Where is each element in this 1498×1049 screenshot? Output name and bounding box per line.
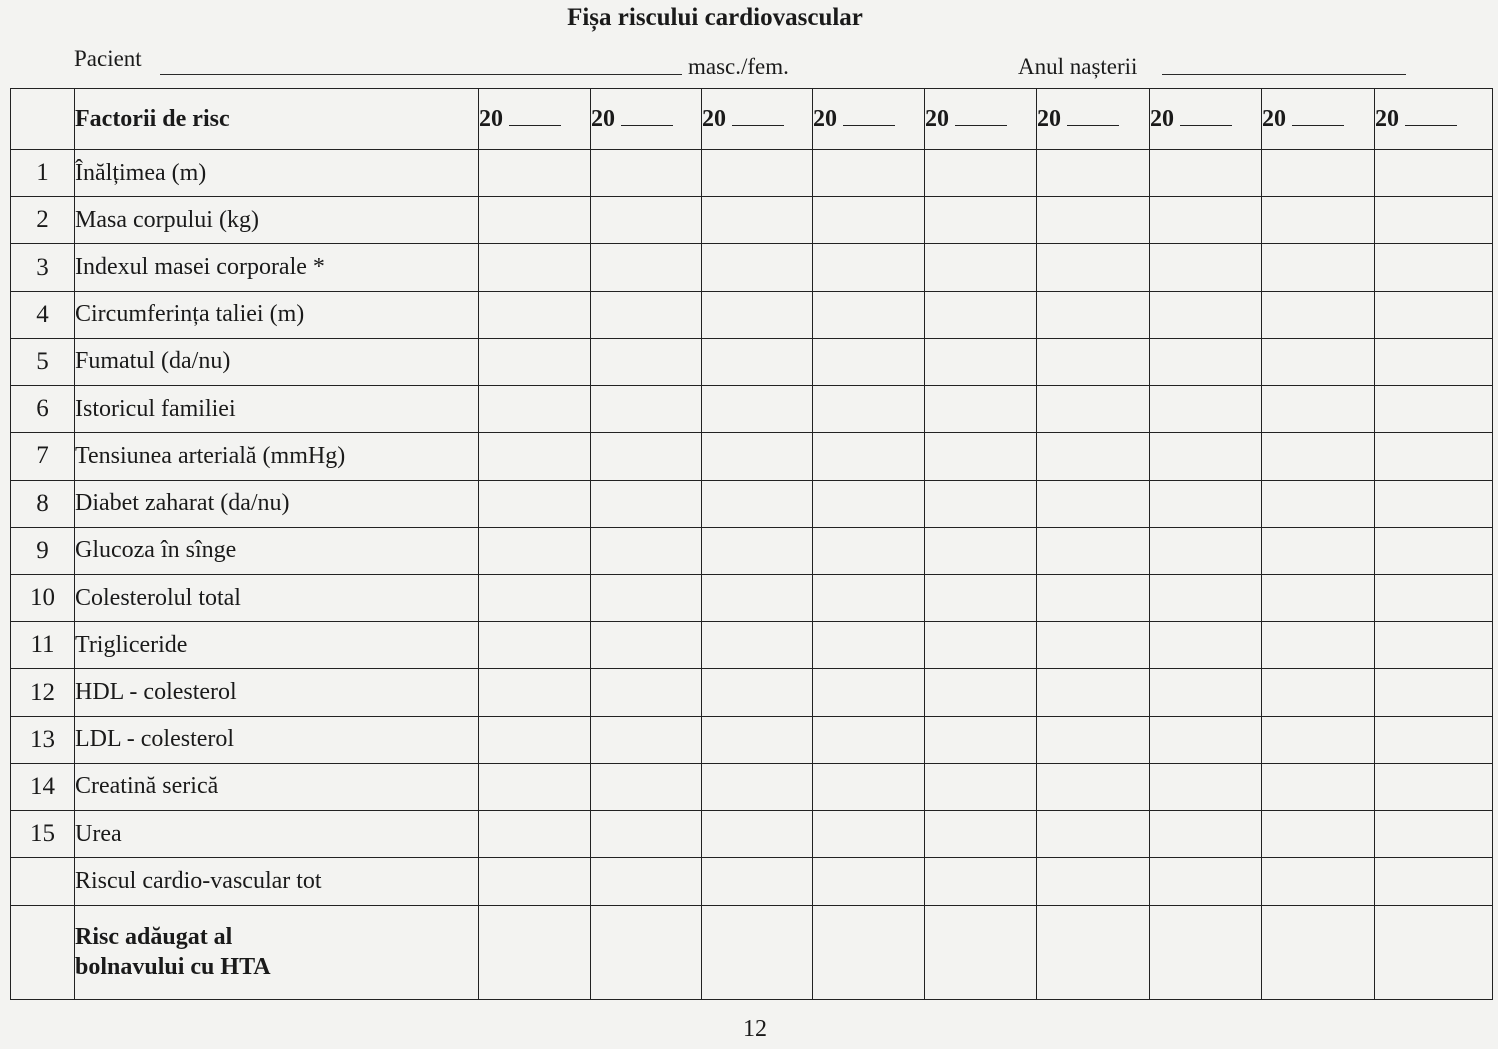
year-column-header xyxy=(1262,89,1375,150)
value-cell[interactable] xyxy=(1375,716,1493,763)
value-cell[interactable] xyxy=(925,622,1037,669)
value-cell[interactable] xyxy=(1150,338,1262,385)
year-column-header xyxy=(1150,89,1262,150)
risk-factor-table xyxy=(10,88,1493,1000)
value-cell[interactable] xyxy=(925,905,1037,1000)
value-cell[interactable] xyxy=(1375,763,1493,810)
year-blank-field[interactable] xyxy=(509,107,561,126)
page-title: Fișa riscului cardiovascular xyxy=(567,4,863,31)
value-cell[interactable] xyxy=(1037,574,1150,621)
year-column-header xyxy=(702,89,813,150)
value-cell[interactable] xyxy=(1150,763,1262,810)
row-number: 15 xyxy=(11,811,75,858)
value-cell[interactable] xyxy=(1262,527,1375,574)
value-cell[interactable] xyxy=(479,433,591,480)
value-cell[interactable] xyxy=(925,574,1037,621)
year-column-header xyxy=(479,89,591,150)
value-cell[interactable] xyxy=(479,622,591,669)
value-cell[interactable] xyxy=(1037,763,1150,810)
value-cell[interactable] xyxy=(1262,716,1375,763)
value-cell[interactable] xyxy=(925,763,1037,810)
value-cell[interactable] xyxy=(702,244,813,291)
value-cell[interactable] xyxy=(1150,291,1262,338)
row-number: 13 xyxy=(11,716,75,763)
value-cell[interactable] xyxy=(591,905,702,1000)
table-row xyxy=(11,291,1493,338)
table-header-row xyxy=(11,89,1493,150)
value-cell[interactable] xyxy=(813,244,925,291)
value-cell[interactable] xyxy=(702,858,813,905)
year-column-header xyxy=(1037,89,1150,150)
value-cell[interactable] xyxy=(813,386,925,433)
value-cell[interactable] xyxy=(925,716,1037,763)
value-cell[interactable] xyxy=(1262,291,1375,338)
value-cell[interactable] xyxy=(813,480,925,527)
value-cell[interactable] xyxy=(925,433,1037,480)
table-row xyxy=(11,811,1493,858)
value-cell[interactable] xyxy=(1037,433,1150,480)
year-prefix: 20 xyxy=(479,105,503,132)
value-cell[interactable] xyxy=(479,527,591,574)
row-number: 6 xyxy=(11,386,75,433)
table-row xyxy=(11,150,1493,197)
value-cell[interactable] xyxy=(1262,905,1375,1000)
table-row xyxy=(11,858,1493,905)
risk-factor-label: Indexul masei corporale * xyxy=(75,244,479,291)
value-cell[interactable] xyxy=(925,197,1037,244)
year-column-header xyxy=(925,89,1037,150)
value-cell[interactable] xyxy=(1262,386,1375,433)
value-cell[interactable] xyxy=(479,480,591,527)
value-cell[interactable] xyxy=(1262,669,1375,716)
value-cell[interactable] xyxy=(591,811,702,858)
value-cell[interactable] xyxy=(1037,386,1150,433)
year-blank-field[interactable] xyxy=(1067,107,1119,126)
value-cell[interactable] xyxy=(925,244,1037,291)
table-row xyxy=(11,527,1493,574)
year-blank-field[interactable] xyxy=(1405,107,1457,126)
risk-factor-label: Colesterolul total xyxy=(75,574,479,621)
risk-factor-label: Creatină serică xyxy=(75,763,479,810)
row-number: 9 xyxy=(11,527,75,574)
year-column-header xyxy=(1375,89,1493,150)
year-blank-field[interactable] xyxy=(955,107,1007,126)
value-cell[interactable] xyxy=(1262,763,1375,810)
value-cell[interactable] xyxy=(1375,433,1493,480)
value-cell[interactable] xyxy=(1037,622,1150,669)
value-cell[interactable] xyxy=(813,338,925,385)
risk-factor-label: Fumatul (da/nu) xyxy=(75,338,479,385)
patient-label: Pacient xyxy=(74,46,142,71)
patient-name-field[interactable] xyxy=(160,74,682,75)
value-cell[interactable] xyxy=(925,291,1037,338)
value-cell[interactable] xyxy=(702,386,813,433)
value-cell[interactable] xyxy=(1262,858,1375,905)
value-cell[interactable] xyxy=(925,338,1037,385)
gender-label: masc./fem. xyxy=(688,54,789,79)
value-cell[interactable] xyxy=(479,669,591,716)
table-row xyxy=(11,763,1493,810)
risk-factor-label: Trigliceride xyxy=(75,622,479,669)
risk-factor-label: Circumferința taliei (m) xyxy=(75,291,479,338)
value-cell[interactable] xyxy=(1150,386,1262,433)
value-cell[interactable] xyxy=(1037,905,1150,1000)
row-number: 14 xyxy=(11,763,75,810)
value-cell[interactable] xyxy=(1375,291,1493,338)
value-cell[interactable] xyxy=(1375,905,1493,1000)
value-cell[interactable] xyxy=(813,858,925,905)
table-row-hta-risk xyxy=(11,905,1493,1000)
value-cell[interactable] xyxy=(1037,480,1150,527)
value-cell[interactable] xyxy=(591,527,702,574)
year-blank-field[interactable] xyxy=(621,107,673,126)
risk-factor-label: Glucoza în sînge xyxy=(75,527,479,574)
hta-risk-label-line1: Risc adăugat al xyxy=(75,924,233,951)
value-cell[interactable] xyxy=(702,150,813,197)
value-cell[interactable] xyxy=(591,480,702,527)
birth-year-field[interactable] xyxy=(1162,74,1406,75)
value-cell[interactable] xyxy=(1150,811,1262,858)
value-cell[interactable] xyxy=(702,811,813,858)
value-cell[interactable] xyxy=(1150,622,1262,669)
value-cell[interactable] xyxy=(702,905,813,1000)
value-cell[interactable] xyxy=(591,291,702,338)
value-cell[interactable] xyxy=(1375,811,1493,858)
row-number: 3 xyxy=(11,244,75,291)
value-cell[interactable] xyxy=(1037,669,1150,716)
row-number: 4 xyxy=(11,291,75,338)
table-row xyxy=(11,716,1493,763)
risk-factor-label: Diabet zaharat (da/nu) xyxy=(75,480,479,527)
year-blank-field[interactable] xyxy=(1292,107,1344,126)
number-column-header xyxy=(11,89,75,150)
value-cell[interactable] xyxy=(1375,244,1493,291)
value-cell[interactable] xyxy=(591,716,702,763)
value-cell[interactable] xyxy=(813,622,925,669)
value-cell[interactable] xyxy=(1375,527,1493,574)
value-cell[interactable] xyxy=(591,763,702,810)
value-cell[interactable] xyxy=(702,763,813,810)
value-cell[interactable] xyxy=(1262,433,1375,480)
year-prefix: 20 xyxy=(813,105,837,132)
patient-info-line xyxy=(74,44,1408,80)
row-number: 10 xyxy=(11,574,75,621)
value-cell[interactable] xyxy=(1150,150,1262,197)
risk-factor-label: Masa corpului (kg) xyxy=(75,197,479,244)
table-row xyxy=(11,669,1493,716)
value-cell[interactable] xyxy=(1150,197,1262,244)
value-cell[interactable] xyxy=(1262,574,1375,621)
year-prefix: 20 xyxy=(925,105,949,132)
value-cell[interactable] xyxy=(1262,811,1375,858)
value-cell[interactable] xyxy=(1375,338,1493,385)
value-cell[interactable] xyxy=(1037,716,1150,763)
value-cell[interactable] xyxy=(1375,622,1493,669)
risk-factor-label: HDL - colesterol xyxy=(75,669,479,716)
year-prefix: 20 xyxy=(591,105,615,132)
value-cell[interactable] xyxy=(813,433,925,480)
value-cell[interactable] xyxy=(813,197,925,244)
year-blank-field[interactable] xyxy=(1180,107,1232,126)
value-cell[interactable] xyxy=(479,291,591,338)
value-cell[interactable] xyxy=(591,244,702,291)
page-number: 12 xyxy=(743,1016,767,1042)
value-cell[interactable] xyxy=(1037,338,1150,385)
value-cell[interactable] xyxy=(925,527,1037,574)
year-prefix: 20 xyxy=(1262,105,1286,132)
risk-factor-label: Tensiunea arterială (mmHg) xyxy=(75,433,479,480)
table-row xyxy=(11,338,1493,385)
table-row xyxy=(11,386,1493,433)
value-cell[interactable] xyxy=(1150,905,1262,1000)
value-cell[interactable] xyxy=(925,858,1037,905)
value-cell[interactable] xyxy=(813,574,925,621)
value-cell[interactable] xyxy=(1262,480,1375,527)
value-cell[interactable] xyxy=(813,669,925,716)
year-prefix: 20 xyxy=(1375,105,1399,132)
value-cell[interactable] xyxy=(702,669,813,716)
factor-column-header: Factorii de risc xyxy=(75,89,479,150)
row-number xyxy=(11,858,75,905)
row-number: 12 xyxy=(11,669,75,716)
table-row xyxy=(11,197,1493,244)
risk-factor-label: Riscul cardio-vascular tot xyxy=(75,858,479,905)
value-cell[interactable] xyxy=(591,622,702,669)
value-cell[interactable] xyxy=(1037,811,1150,858)
hta-risk-label-line2: bolnavului cu HTA xyxy=(75,954,271,981)
value-cell[interactable] xyxy=(1150,669,1262,716)
year-prefix: 20 xyxy=(702,105,726,132)
value-cell[interactable] xyxy=(702,716,813,763)
value-cell[interactable] xyxy=(925,669,1037,716)
year-prefix: 20 xyxy=(1037,105,1061,132)
value-cell[interactable] xyxy=(1150,527,1262,574)
row-number: 2 xyxy=(11,197,75,244)
value-cell[interactable] xyxy=(813,763,925,810)
value-cell[interactable] xyxy=(813,905,925,1000)
value-cell[interactable] xyxy=(479,197,591,244)
hta-risk-label xyxy=(75,905,479,1000)
value-cell[interactable] xyxy=(591,338,702,385)
value-cell[interactable] xyxy=(702,291,813,338)
table-row xyxy=(11,480,1493,527)
value-cell[interactable] xyxy=(1375,150,1493,197)
value-cell[interactable] xyxy=(702,622,813,669)
risk-factor-label: LDL - colesterol xyxy=(75,716,479,763)
value-cell[interactable] xyxy=(591,574,702,621)
value-cell[interactable] xyxy=(1262,338,1375,385)
value-cell[interactable] xyxy=(813,716,925,763)
value-cell[interactable] xyxy=(479,150,591,197)
value-cell[interactable] xyxy=(1262,622,1375,669)
value-cell[interactable] xyxy=(1037,197,1150,244)
risk-factor-label: Istoricul familiei xyxy=(75,386,479,433)
value-cell[interactable] xyxy=(591,669,702,716)
value-cell[interactable] xyxy=(1037,527,1150,574)
row-number: 8 xyxy=(11,480,75,527)
value-cell[interactable] xyxy=(813,150,925,197)
year-prefix: 20 xyxy=(1150,105,1174,132)
value-cell[interactable] xyxy=(1375,858,1493,905)
value-cell[interactable] xyxy=(702,574,813,621)
row-number: 11 xyxy=(11,622,75,669)
value-cell[interactable] xyxy=(479,763,591,810)
value-cell[interactable] xyxy=(591,197,702,244)
value-cell[interactable] xyxy=(925,150,1037,197)
value-cell[interactable] xyxy=(1150,858,1262,905)
value-cell[interactable] xyxy=(813,527,925,574)
year-column-header xyxy=(591,89,702,150)
value-cell[interactable] xyxy=(479,858,591,905)
value-cell[interactable] xyxy=(479,811,591,858)
value-cell[interactable] xyxy=(1150,716,1262,763)
value-cell[interactable] xyxy=(479,386,591,433)
birth-year-label: Anul nașterii xyxy=(1018,54,1138,79)
value-cell[interactable] xyxy=(1037,858,1150,905)
value-cell[interactable] xyxy=(702,197,813,244)
value-cell[interactable] xyxy=(1375,197,1493,244)
year-blank-field[interactable] xyxy=(843,107,895,126)
value-cell[interactable] xyxy=(591,386,702,433)
value-cell[interactable] xyxy=(1262,150,1375,197)
year-blank-field[interactable] xyxy=(732,107,784,126)
value-cell[interactable] xyxy=(813,291,925,338)
value-cell[interactable] xyxy=(702,338,813,385)
value-cell[interactable] xyxy=(1037,291,1150,338)
value-cell[interactable] xyxy=(1037,244,1150,291)
value-cell[interactable] xyxy=(1150,244,1262,291)
row-number: 1 xyxy=(11,150,75,197)
value-cell[interactable] xyxy=(1150,574,1262,621)
value-cell[interactable] xyxy=(1037,150,1150,197)
value-cell[interactable] xyxy=(479,905,591,1000)
value-cell[interactable] xyxy=(702,433,813,480)
value-cell[interactable] xyxy=(813,811,925,858)
value-cell[interactable] xyxy=(479,716,591,763)
value-cell[interactable] xyxy=(1262,197,1375,244)
value-cell[interactable] xyxy=(702,527,813,574)
value-cell[interactable] xyxy=(1375,386,1493,433)
value-cell[interactable] xyxy=(591,433,702,480)
value-cell[interactable] xyxy=(702,480,813,527)
value-cell[interactable] xyxy=(591,150,702,197)
row-number: 5 xyxy=(11,338,75,385)
risk-factor-label: Urea xyxy=(75,811,479,858)
value-cell[interactable] xyxy=(925,386,1037,433)
year-column-header xyxy=(813,89,925,150)
value-cell[interactable] xyxy=(1375,669,1493,716)
table-row xyxy=(11,574,1493,621)
risk-factor-label: Înălțimea (m) xyxy=(75,150,479,197)
value-cell[interactable] xyxy=(1375,574,1493,621)
value-cell[interactable] xyxy=(591,858,702,905)
row-number xyxy=(11,905,75,1000)
table-row xyxy=(11,244,1493,291)
row-number: 7 xyxy=(11,433,75,480)
value-cell[interactable] xyxy=(1375,480,1493,527)
value-cell[interactable] xyxy=(925,811,1037,858)
value-cell[interactable] xyxy=(1150,480,1262,527)
value-cell[interactable] xyxy=(1262,244,1375,291)
value-cell[interactable] xyxy=(479,244,591,291)
table-row xyxy=(11,433,1493,480)
value-cell[interactable] xyxy=(925,480,1037,527)
table-row xyxy=(11,622,1493,669)
value-cell[interactable] xyxy=(479,338,591,385)
value-cell[interactable] xyxy=(1150,433,1262,480)
value-cell[interactable] xyxy=(479,574,591,621)
